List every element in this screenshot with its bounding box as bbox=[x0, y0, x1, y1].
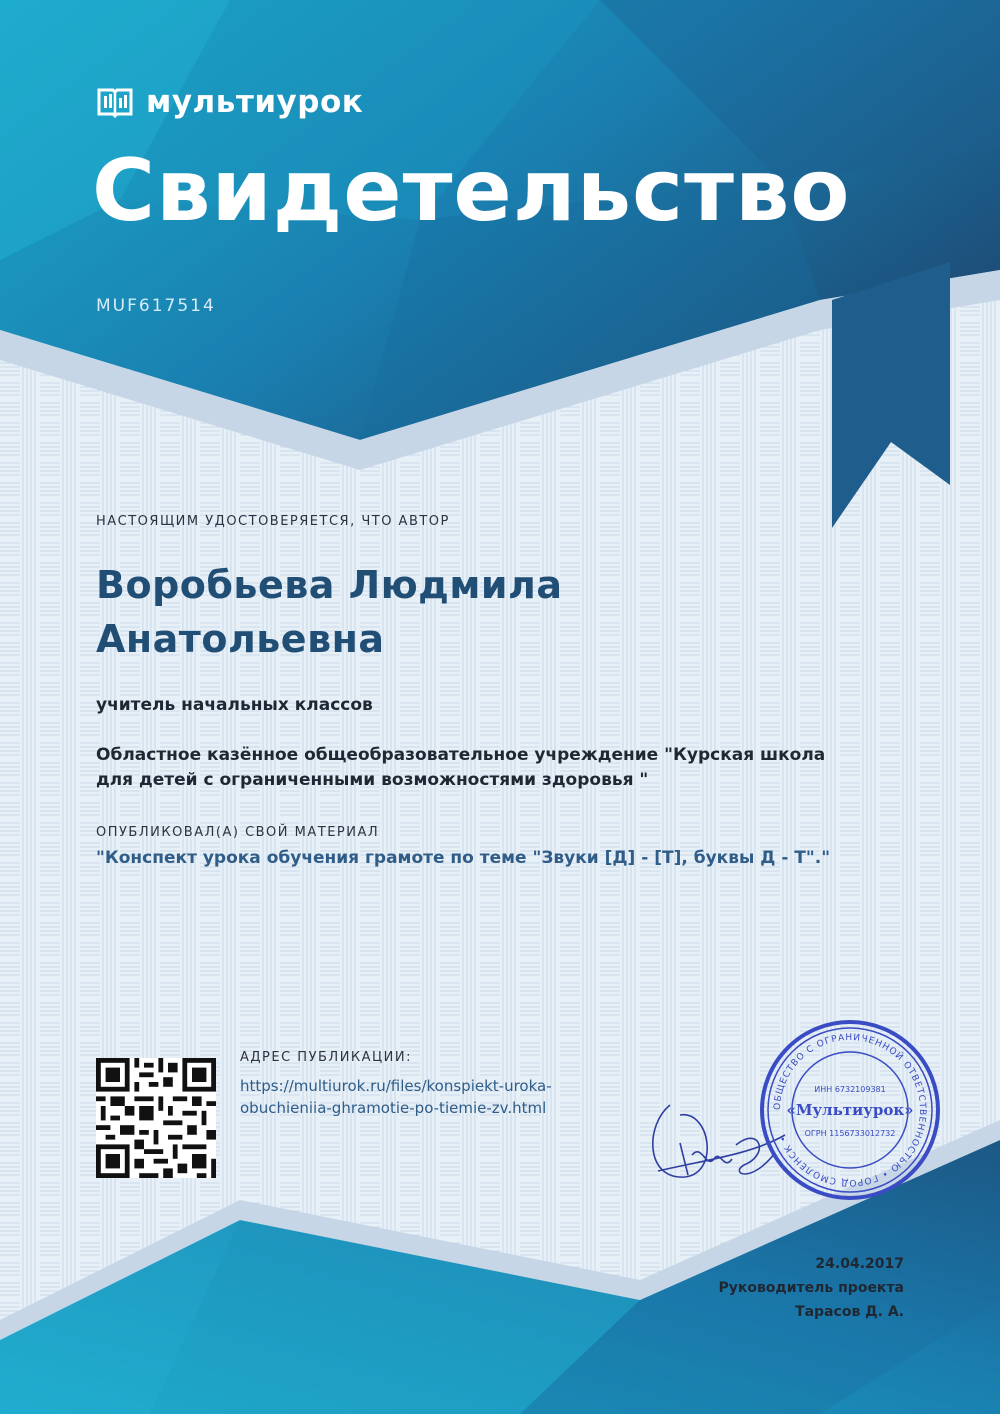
author-name-line1: Воробьева Людмила bbox=[96, 563, 563, 607]
company-stamp bbox=[758, 1018, 942, 1202]
brand-name: мультиурок bbox=[146, 84, 364, 120]
stamp-ogrn: ОГРН 1156733012732 bbox=[804, 1129, 896, 1138]
publication-url-line2[interactable]: obuchieniia-ghramotie-po-tiemie-zv.html bbox=[240, 1099, 547, 1117]
publication-label: АДРЕС ПУБЛИКАЦИИ: bbox=[240, 1050, 412, 1065]
published-label: ОПУБЛИКОВАЛ(А) СВОЙ МАТЕРИАЛ bbox=[96, 825, 380, 840]
author-name bbox=[96, 558, 736, 666]
publication-url[interactable] bbox=[240, 1075, 640, 1119]
signer-name: Тарасов Д. А. bbox=[795, 1304, 904, 1320]
author-role: учитель начальных классов bbox=[96, 695, 373, 715]
qr-code[interactable] bbox=[96, 1058, 216, 1178]
material-title: "Конспект урока обучения грамоте по теме "Звуки [Д] - [Т], буквы Д - Т"." bbox=[96, 848, 831, 868]
brand-logo[interactable] bbox=[96, 84, 363, 120]
publication-url-line1[interactable]: https://multiurok.ru/files/konspiekt-uroka- bbox=[240, 1077, 552, 1095]
intro-text: НАСТОЯЩИМ УДОСТОВЕРЯЕТСЯ, ЧТО АВТОР bbox=[96, 514, 450, 529]
stamp-center: «Мультиурок» bbox=[786, 1101, 914, 1119]
stamp-inn: ИНН 6732109381 bbox=[814, 1085, 886, 1094]
organization-line1: Областное казённое общеобразовательное учреждение "Курская школа bbox=[96, 745, 826, 765]
certificate-title: Свидетельство bbox=[92, 141, 851, 241]
issue-date: 24.04.2017 bbox=[815, 1256, 904, 1272]
book-icon bbox=[96, 86, 134, 118]
organization bbox=[96, 743, 886, 793]
organization-line2: для детей с ограниченными возможностями здоровья " bbox=[96, 770, 649, 790]
certificate-code: MUF617514 bbox=[96, 296, 216, 316]
author-name-line2: Анатольевна bbox=[96, 617, 385, 661]
signer-position: Руководитель проекта bbox=[718, 1280, 904, 1296]
stamp-ring-text: ОБЩЕСТВО С ОГРАНИЧЕННОЙ ОТВЕТСТВЕННОСТЬЮ • ГОРОД СМОЛЕНСК • bbox=[772, 1032, 928, 1188]
